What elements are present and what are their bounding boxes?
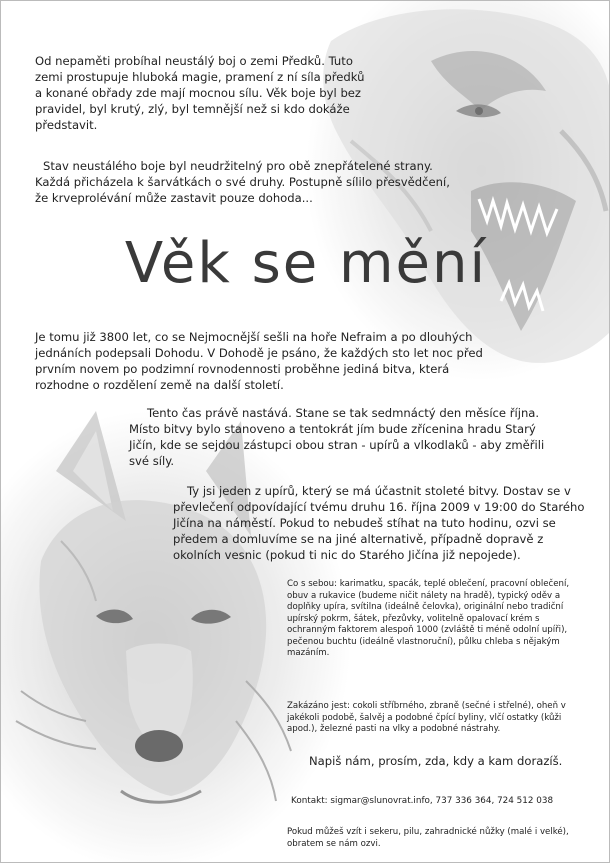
footer-note: Pokud můžeš vzít i sekeru, pilu, zahradnické nůžky (malé i velké), obratem se nám ozvi. bbox=[287, 827, 569, 849]
bring-list: Co s sebou: karimatku, spacák, teplé oblečení, pracovní oblečení, obuv a rukavice (budeme ničit nálety na hradě), typický oděv a doplňky upíra, svítilna (ideálně čelovka), originální nebo tradiční upírský pokrm, šátek, přezůvky, volitelně opalovací krém s ochranným faktorem alespoň 1000 (zvláště ti méně odolní upíři), pečenou buchtu (ideálně vlastnoruční), půlku chleba s nějakým mazáním. bbox=[287, 579, 570, 658]
conflict-paragraph: Stav neustálého boje byl neudržitelný pro obě znepřátelené strany. Každá přicházela k šarvátkách o své druhy. Postupně sílilo přesvědčení, že krveprolévání může zastavit pouze dohoda... bbox=[35, 159, 450, 205]
intro-paragraph: Od nepaměti probíhal neustálý boj o zemi Předků. Tuto zemi prostupuje hluboká magie, pramení z ní síla předků a konané obřady zde mají mocnou sílu. Věk boje byl bez pravidel, byl krutý, zlý, byl temnější než si kdo dokáže představit. bbox=[35, 54, 365, 132]
agreement-paragraph: Je tomu již 3800 let, co se Nejmocnější sešli na hoře Nefraim a po dlouhých jednáních podepsali Dohodu. V Dohodě je psáno, že každých sto let noc před prvním novem po podzimní rovnodennosti proběhne jediná bitva, která rozhodne o rozdělení země na další století. bbox=[35, 330, 483, 392]
contact-line[interactable]: Kontakt: sigmar@slunovrat.info, 737 336 364, 724 512 038 bbox=[291, 796, 554, 806]
invite-line: Napiš nám, prosím, zda, kdy a kam dorazíš. bbox=[309, 754, 563, 768]
forbidden-list: Zakázáno jest: cokoli stříbrného, zbraně (sečné i střelné), oheň v jakékoli podobě, šalvěj a podobné čpící byliny, vlčí ostatky (kůži apod.), železné pasti na vlky a podobné nástrahy. bbox=[287, 701, 566, 734]
battle-paragraph: Tento čas právě nastává. Stane se tak sedmnáctý den měsíce října. Místo bitvy bylo stanoveno a tentokrát jím bude zřícenina hradu Starý Jičín, kde se sejdou zástupci obou stran - upírů a vlkodlaků - aby změřili své síly. bbox=[129, 406, 545, 468]
poster-title: Věk se mění bbox=[124, 231, 488, 296]
invitation-paragraph: Ty jsi jeden z upírů, který se má účastnit stoleté bitvy. Dostav se v převlečení odpovídající tvému druhu 16. října 2009 v 19:00 do Starého Jičína na náměstí. Pokud to nebudeš stíhat na tuto hodinu, ozvi se předem a domluvíme se na jiné alternativě, případně dopravě z okolních vesnic (pokud ti nic do Starého Jičína již nepojede). bbox=[173, 484, 585, 562]
